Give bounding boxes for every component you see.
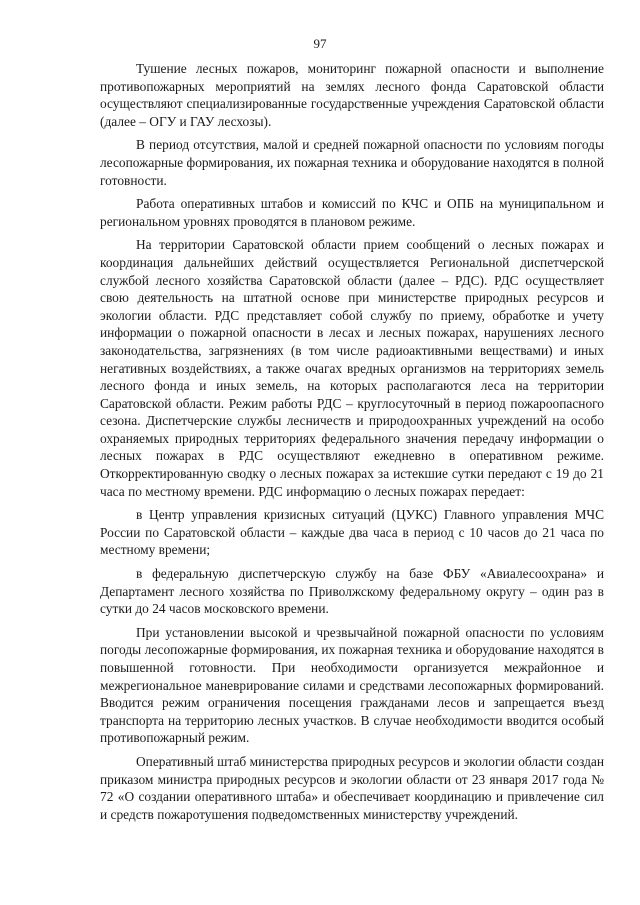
page-number: 97 — [313, 36, 327, 51]
paragraph-crisis-center-reporting: в Центр управления кризисных ситуаций (ЦУКС) Главного управления МЧС России по Саратовской области – каждые два часа в период с 10 часов до 21 часа по местному времени; — [100, 507, 604, 558]
paragraph-regional-dispatch-service: На территории Саратовской области прием сообщений о лесных пожарах и координация дальнейших действий осуществляется Региональной диспетчерской службой лесного хозяйства Саратовской области (далее – РДС). РДС осуществляет свою деятельность на штатной основе при министерстве природных ресурсов и экологии области. РДС представляет собой службу по приему, обработке и учету информации о пожарной опасности в лесах и лесных пожарах, нарушениях лесного законодательства, загрязнениях (в том числе радиоактивными веществами) и иных негативных воздействиях, а также очагах вредных организмов на территориях земель лесного фонда и иных земель, на которых располагаются леса на территории Саратовской области. Режим работы РДС – круглосуточный в период пожароопасного сезона. Диспетчерские службы лесничеств и природоохранных учреждений на особо охраняемых природных территориях федерального значения передачу информации о лесных пожарах в РДС осуществляют ежедневно в оперативном режиме. Откорректированную сводку о лесных пожарах за истекшие сутки передают с 19 до 21 часа по местному времени. РДС информацию о лесных пожарах передает: — [100, 237, 604, 499]
paragraph-high-fire-danger: При установлении высокой и чрезвычайной пожарной опасности по условиям погоды лесопожарные формирования, их пожарная техника и оборудование находятся в повышенной готовности. При необходимости организуется межрайонное и межрегиональное маневрирование силами и средствами лесопожарных формирований. Вводится режим ограничения посещения гражданами лесов и запрещается въезд транспорта на территорию лесных участков. В случае необходимости вводится особый противопожарный режим. — [100, 624, 604, 746]
paragraph-ministry-headquarters: Оперативный штаб министерства природных ресурсов и экологии области создан приказом министра природных ресурсов и экологии области от 23 января 2017 года № 72 «О создании оперативного штаба» и обеспечивает координацию и привлечение сил и средств пожаротушения подведомственных министерству учреждений. — [100, 753, 604, 822]
paragraph-forest-fire-suppression: Тушение лесных пожаров, мониторинг пожарной опасности и выполнение противопожарных мероприятий на землях лесного фонда Саратовской области осуществляют специализированные государственные учреждения Саратовской области (далее – ОГУ и ГАУ лесхозы). — [100, 61, 604, 129]
paragraph-fire-readiness: В период отсутствия, малой и средней пожарной опасности по условиям погоды лесопожарные формирования, их пожарная техника и оборудование находятся в полной готовности. — [100, 137, 604, 188]
paragraph-operational-headquarters: Работа оперативных штабов и комиссий по КЧС и ОПБ на муниципальном и региональном уровнях проводятся в плановом режиме. — [100, 196, 604, 229]
paragraph-federal-dispatch-reporting: в федеральную диспетчерскую службу на базе ФБУ «Авиалесоохрана» и Департамент лесного хозяйства по Приволжскому федеральному округу – один раз в сутки до 24 часов московского времени. — [100, 566, 604, 617]
document-body — [100, 60, 604, 823]
